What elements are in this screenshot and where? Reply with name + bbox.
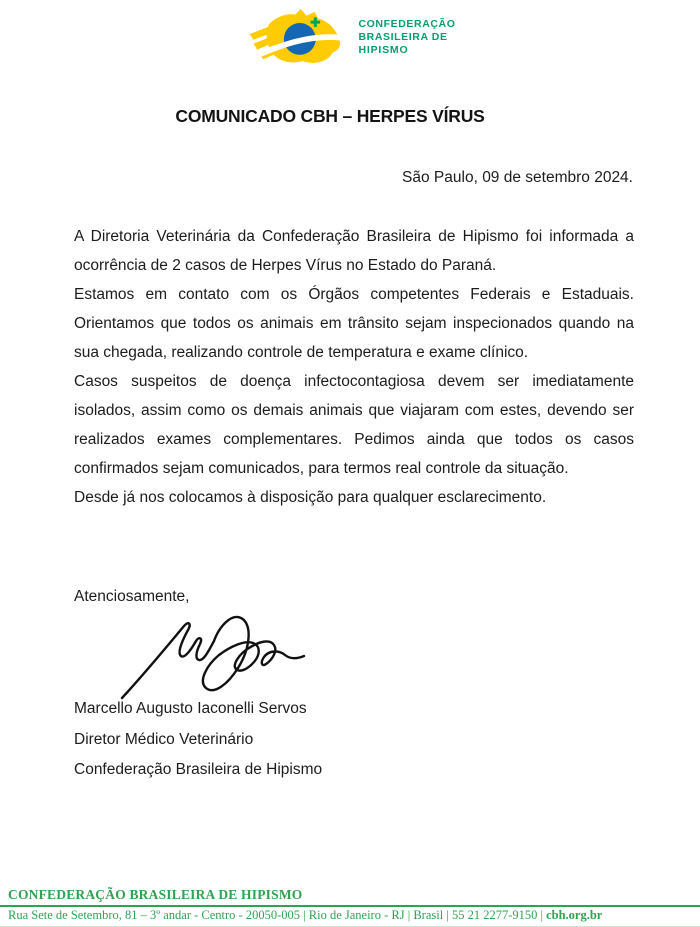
logo-wordmark	[358, 18, 455, 57]
cbh-horse-logo-icon	[244, 8, 346, 66]
letter-title: COMUNICADO CBH – HERPES VÍRUS	[175, 106, 485, 126]
footer-org-name: CONFEDERAÇÃO BRASILEIRA DE HIPISMO	[8, 887, 303, 902]
footer-address-text: Rua Sete de Setembro, 81 – 3º andar - Centro - 20050-005 | Rio de Janeiro - RJ | Brasil | 55 21 2277-9150 |	[8, 908, 547, 922]
footer-address	[8, 908, 602, 923]
signer-org: Confederação Brasileira de Hipismo	[74, 761, 323, 778]
signer-role: Diretor Médico Veterinário	[74, 730, 254, 748]
signature-image	[118, 610, 308, 705]
paragraph-2: Estamos em contato com os Órgãos competentes Federais e Estaduais. Orientamos que todos os animais em trânsito sejam inspecionados quando na sua chegada, realizando controle de temperatura e exame clínico.	[74, 286, 634, 361]
logo-line-1: CONFEDERAÇÃO	[358, 17, 456, 30]
letter-body	[74, 222, 634, 512]
paragraph-1: A Diretoria Veterinária da Confederação Brasileira de Hipismo foi informada a ocorrência de 2 casos de Herpes Vírus no Estado do Paraná.	[74, 228, 634, 274]
footer-divider	[0, 905, 700, 907]
logo-line-3: HIPISMO	[358, 43, 409, 56]
paragraph-3: Casos suspeitos de doença infectocontagiosa devem ser imediatamente isolados, assim como os demais animais que viajaram com estes, devendo ser realizados exames complementares. Pedimos ainda que todos os casos confirmados sejam comunicados, para termos real controle da situação.	[74, 373, 634, 477]
logo-line-2: BRASILEIRA DE	[358, 30, 448, 43]
letterhead-logo	[0, 8, 700, 66]
closing-salutation: Atenciosamente,	[74, 588, 190, 605]
signer-name: Marcello Augusto Iaconelli Servos	[74, 700, 307, 717]
letter-date: São Paulo, 09 de setembro 2024.	[402, 169, 633, 186]
footer-website-link[interactable]: cbh.org.br	[546, 908, 603, 922]
signer-block	[74, 694, 322, 786]
paragraph-4: Desde já nos colocamos à disposição para qualquer esclarecimento.	[74, 489, 547, 506]
